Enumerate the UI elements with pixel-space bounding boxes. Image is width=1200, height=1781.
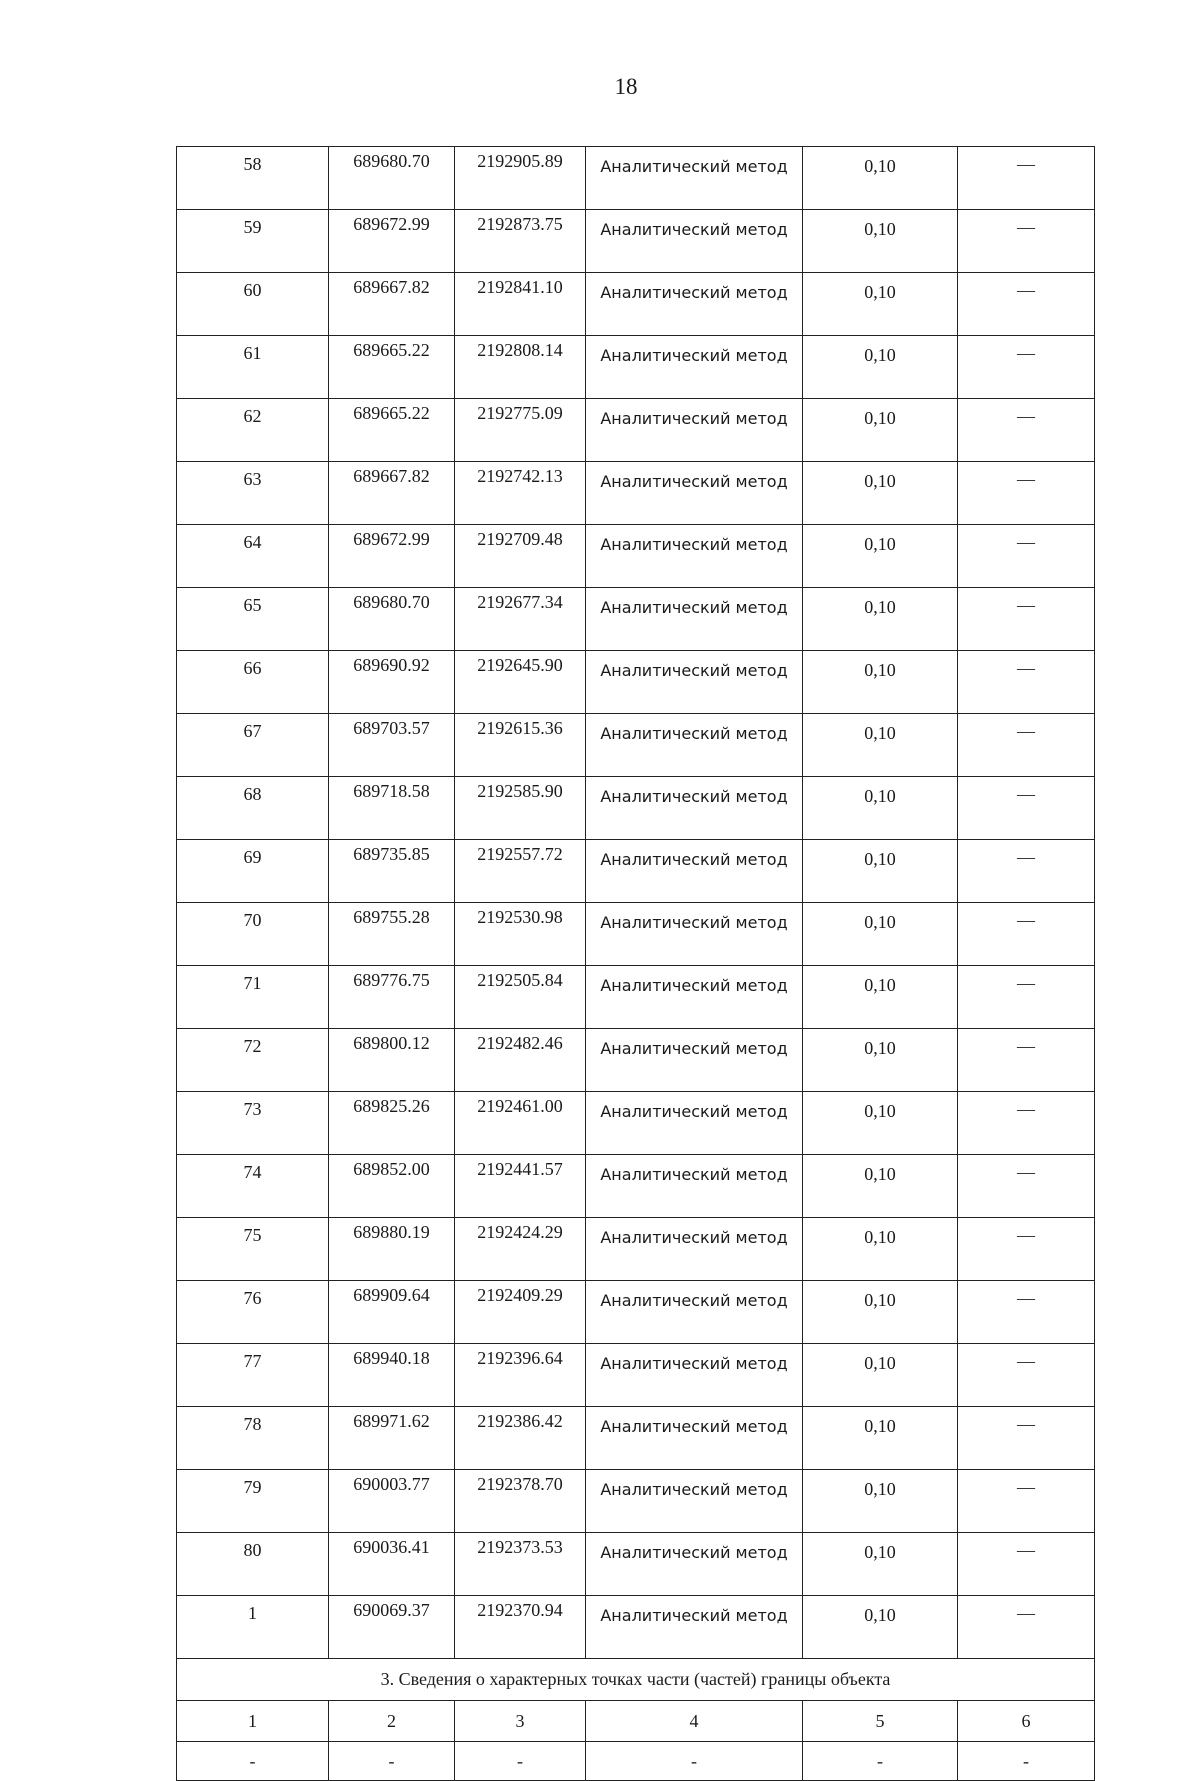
point-number-cell: 63 xyxy=(177,462,329,525)
accuracy-cell: 0,10 xyxy=(803,336,958,399)
table-row xyxy=(177,147,1095,210)
point-number-cell: 71 xyxy=(177,966,329,1029)
description-cell: — xyxy=(958,147,1095,210)
x-coordinate-cell: 689971.62 xyxy=(329,1407,455,1470)
column-number: 4 xyxy=(586,1701,803,1742)
accuracy-cell: 0,10 xyxy=(803,966,958,1029)
point-number-cell: 72 xyxy=(177,1029,329,1092)
table-row xyxy=(177,840,1095,903)
y-coordinate-cell: 2192709.48 xyxy=(455,525,586,588)
table-row xyxy=(177,903,1095,966)
x-coordinate-cell: 689909.64 xyxy=(329,1281,455,1344)
accuracy-cell: 0,10 xyxy=(803,1533,958,1596)
method-cell: Аналитический метод xyxy=(586,525,803,588)
description-cell: — xyxy=(958,336,1095,399)
point-number-cell: 67 xyxy=(177,714,329,777)
accuracy-cell: 0,10 xyxy=(803,903,958,966)
description-cell: — xyxy=(958,1281,1095,1344)
table-row xyxy=(177,1218,1095,1281)
description-cell: — xyxy=(958,1596,1095,1659)
accuracy-cell: 0,10 xyxy=(803,840,958,903)
method-cell: Аналитический метод xyxy=(586,210,803,273)
description-cell: — xyxy=(958,1218,1095,1281)
x-coordinate-cell: 689703.57 xyxy=(329,714,455,777)
y-coordinate-cell: 2192645.90 xyxy=(455,651,586,714)
section-3-title: 3. Сведения о характерных точках части (частей) границы объекта xyxy=(177,1659,1095,1701)
point-number-cell: 62 xyxy=(177,399,329,462)
table-row xyxy=(177,273,1095,336)
method-cell: Аналитический метод xyxy=(586,336,803,399)
point-number-cell: 75 xyxy=(177,1218,329,1281)
empty-cell: - xyxy=(803,1742,958,1781)
y-coordinate-cell: 2192373.53 xyxy=(455,1533,586,1596)
column-number-row xyxy=(177,1701,1095,1742)
table-body xyxy=(177,147,1095,1659)
accuracy-cell: 0,10 xyxy=(803,1596,958,1659)
accuracy-cell: 0,10 xyxy=(803,147,958,210)
y-coordinate-cell: 2192905.89 xyxy=(455,147,586,210)
table-row xyxy=(177,651,1095,714)
x-coordinate-cell: 689800.12 xyxy=(329,1029,455,1092)
description-cell: — xyxy=(958,1155,1095,1218)
x-coordinate-cell: 689940.18 xyxy=(329,1344,455,1407)
x-coordinate-cell: 689680.70 xyxy=(329,147,455,210)
column-number: 3 xyxy=(455,1701,586,1742)
point-number-cell: 70 xyxy=(177,903,329,966)
point-number-cell: 60 xyxy=(177,273,329,336)
point-number-cell: 1 xyxy=(177,1596,329,1659)
method-cell: Аналитический метод xyxy=(586,1596,803,1659)
column-number: 5 xyxy=(803,1701,958,1742)
method-cell: Аналитический метод xyxy=(586,588,803,651)
x-coordinate-cell: 689672.99 xyxy=(329,210,455,273)
method-cell: Аналитический метод xyxy=(586,1092,803,1155)
x-coordinate-cell: 690036.41 xyxy=(329,1533,455,1596)
y-coordinate-cell: 2192557.72 xyxy=(455,840,586,903)
x-coordinate-cell: 689690.92 xyxy=(329,651,455,714)
x-coordinate-cell: 690069.37 xyxy=(329,1596,455,1659)
description-cell: — xyxy=(958,840,1095,903)
y-coordinate-cell: 2192441.57 xyxy=(455,1155,586,1218)
empty-cell: - xyxy=(177,1742,329,1781)
table-row xyxy=(177,966,1095,1029)
point-number-cell: 69 xyxy=(177,840,329,903)
method-cell: Аналитический метод xyxy=(586,1218,803,1281)
x-coordinate-cell: 689667.82 xyxy=(329,462,455,525)
method-cell: Аналитический метод xyxy=(586,462,803,525)
point-number-cell: 78 xyxy=(177,1407,329,1470)
point-number-cell: 79 xyxy=(177,1470,329,1533)
table-row xyxy=(177,462,1095,525)
y-coordinate-cell: 2192386.42 xyxy=(455,1407,586,1470)
table-row xyxy=(177,1596,1095,1659)
table-row xyxy=(177,1029,1095,1092)
table-row xyxy=(177,588,1095,651)
accuracy-cell: 0,10 xyxy=(803,1029,958,1092)
point-number-cell: 73 xyxy=(177,1092,329,1155)
accuracy-cell: 0,10 xyxy=(803,1281,958,1344)
point-number-cell: 64 xyxy=(177,525,329,588)
method-cell: Аналитический метод xyxy=(586,1281,803,1344)
description-cell: — xyxy=(958,1533,1095,1596)
y-coordinate-cell: 2192482.46 xyxy=(455,1029,586,1092)
empty-cell: - xyxy=(455,1742,586,1781)
x-coordinate-cell: 689667.82 xyxy=(329,273,455,336)
y-coordinate-cell: 2192775.09 xyxy=(455,399,586,462)
y-coordinate-cell: 2192370.94 xyxy=(455,1596,586,1659)
y-coordinate-cell: 2192409.29 xyxy=(455,1281,586,1344)
method-cell: Аналитический метод xyxy=(586,840,803,903)
x-coordinate-cell: 689880.19 xyxy=(329,1218,455,1281)
x-coordinate-cell: 689825.26 xyxy=(329,1092,455,1155)
point-number-cell: 66 xyxy=(177,651,329,714)
empty-cell: - xyxy=(329,1742,455,1781)
x-coordinate-cell: 689718.58 xyxy=(329,777,455,840)
section-3 xyxy=(177,1659,1095,1781)
y-coordinate-cell: 2192841.10 xyxy=(455,273,586,336)
table-row xyxy=(177,210,1095,273)
accuracy-cell: 0,10 xyxy=(803,1344,958,1407)
method-cell: Аналитический метод xyxy=(586,1155,803,1218)
point-number-cell: 61 xyxy=(177,336,329,399)
accuracy-cell: 0,10 xyxy=(803,1218,958,1281)
y-coordinate-cell: 2192585.90 xyxy=(455,777,586,840)
accuracy-cell: 0,10 xyxy=(803,210,958,273)
point-number-cell: 74 xyxy=(177,1155,329,1218)
description-cell: — xyxy=(958,210,1095,273)
empty-data-row xyxy=(177,1742,1095,1781)
y-coordinate-cell: 2192530.98 xyxy=(455,903,586,966)
table-row xyxy=(177,1155,1095,1218)
accuracy-cell: 0,10 xyxy=(803,399,958,462)
method-cell: Аналитический метод xyxy=(586,1344,803,1407)
method-cell: Аналитический метод xyxy=(586,147,803,210)
description-cell: — xyxy=(958,903,1095,966)
accuracy-cell: 0,10 xyxy=(803,1407,958,1470)
accuracy-cell: 0,10 xyxy=(803,714,958,777)
table-row xyxy=(177,1470,1095,1533)
y-coordinate-cell: 2192873.75 xyxy=(455,210,586,273)
description-cell: — xyxy=(958,651,1095,714)
y-coordinate-cell: 2192677.34 xyxy=(455,588,586,651)
description-cell: — xyxy=(958,1344,1095,1407)
x-coordinate-cell: 689665.22 xyxy=(329,336,455,399)
method-cell: Аналитический метод xyxy=(586,1029,803,1092)
x-coordinate-cell: 689672.99 xyxy=(329,525,455,588)
column-number: 2 xyxy=(329,1701,455,1742)
accuracy-cell: 0,10 xyxy=(803,273,958,336)
point-number-cell: 68 xyxy=(177,777,329,840)
method-cell: Аналитический метод xyxy=(586,273,803,336)
description-cell: — xyxy=(958,1407,1095,1470)
description-cell: — xyxy=(958,1092,1095,1155)
description-cell: — xyxy=(958,966,1095,1029)
point-number-cell: 58 xyxy=(177,147,329,210)
table-row xyxy=(177,1281,1095,1344)
method-cell: Аналитический метод xyxy=(586,714,803,777)
description-cell: — xyxy=(958,399,1095,462)
y-coordinate-cell: 2192742.13 xyxy=(455,462,586,525)
table-row xyxy=(177,1407,1095,1470)
column-number: 6 xyxy=(958,1701,1095,1742)
accuracy-cell: 0,10 xyxy=(803,651,958,714)
y-coordinate-cell: 2192505.84 xyxy=(455,966,586,1029)
method-cell: Аналитический метод xyxy=(586,966,803,1029)
point-number-cell: 59 xyxy=(177,210,329,273)
table-row xyxy=(177,1344,1095,1407)
x-coordinate-cell: 690003.77 xyxy=(329,1470,455,1533)
accuracy-cell: 0,10 xyxy=(803,462,958,525)
point-number-cell: 77 xyxy=(177,1344,329,1407)
description-cell: — xyxy=(958,588,1095,651)
method-cell: Аналитический метод xyxy=(586,777,803,840)
x-coordinate-cell: 689776.75 xyxy=(329,966,455,1029)
table-row xyxy=(177,1092,1095,1155)
table-row xyxy=(177,336,1095,399)
x-coordinate-cell: 689852.00 xyxy=(329,1155,455,1218)
description-cell: — xyxy=(958,777,1095,840)
point-number-cell: 76 xyxy=(177,1281,329,1344)
empty-cell: - xyxy=(958,1742,1095,1781)
description-cell: — xyxy=(958,525,1095,588)
method-cell: Аналитический метод xyxy=(586,1407,803,1470)
boundary-points-table xyxy=(176,146,1095,1781)
x-coordinate-cell: 689755.28 xyxy=(329,903,455,966)
y-coordinate-cell: 2192396.64 xyxy=(455,1344,586,1407)
method-cell: Аналитический метод xyxy=(586,903,803,966)
method-cell: Аналитический метод xyxy=(586,399,803,462)
page-number: 18 xyxy=(614,74,638,99)
point-number-cell: 80 xyxy=(177,1533,329,1596)
y-coordinate-cell: 2192808.14 xyxy=(455,336,586,399)
y-coordinate-cell: 2192615.36 xyxy=(455,714,586,777)
y-coordinate-cell: 2192424.29 xyxy=(455,1218,586,1281)
x-coordinate-cell: 689735.85 xyxy=(329,840,455,903)
table-row xyxy=(177,525,1095,588)
accuracy-cell: 0,10 xyxy=(803,525,958,588)
y-coordinate-cell: 2192378.70 xyxy=(455,1470,586,1533)
accuracy-cell: 0,10 xyxy=(803,1470,958,1533)
table-row xyxy=(177,1533,1095,1596)
x-coordinate-cell: 689665.22 xyxy=(329,399,455,462)
accuracy-cell: 0,10 xyxy=(803,1092,958,1155)
empty-cell: - xyxy=(586,1742,803,1781)
point-number-cell: 65 xyxy=(177,588,329,651)
table-row xyxy=(177,714,1095,777)
method-cell: Аналитический метод xyxy=(586,1533,803,1596)
column-number: 1 xyxy=(177,1701,329,1742)
x-coordinate-cell: 689680.70 xyxy=(329,588,455,651)
description-cell: — xyxy=(958,714,1095,777)
description-cell: — xyxy=(958,1029,1095,1092)
table-row xyxy=(177,777,1095,840)
y-coordinate-cell: 2192461.00 xyxy=(455,1092,586,1155)
description-cell: — xyxy=(958,1470,1095,1533)
description-cell: — xyxy=(958,462,1095,525)
method-cell: Аналитический метод xyxy=(586,651,803,714)
section-3-title-row xyxy=(177,1659,1095,1701)
method-cell: Аналитический метод xyxy=(586,1470,803,1533)
description-cell: — xyxy=(958,273,1095,336)
accuracy-cell: 0,10 xyxy=(803,1155,958,1218)
accuracy-cell: 0,10 xyxy=(803,777,958,840)
accuracy-cell: 0,10 xyxy=(803,588,958,651)
table-row xyxy=(177,399,1095,462)
